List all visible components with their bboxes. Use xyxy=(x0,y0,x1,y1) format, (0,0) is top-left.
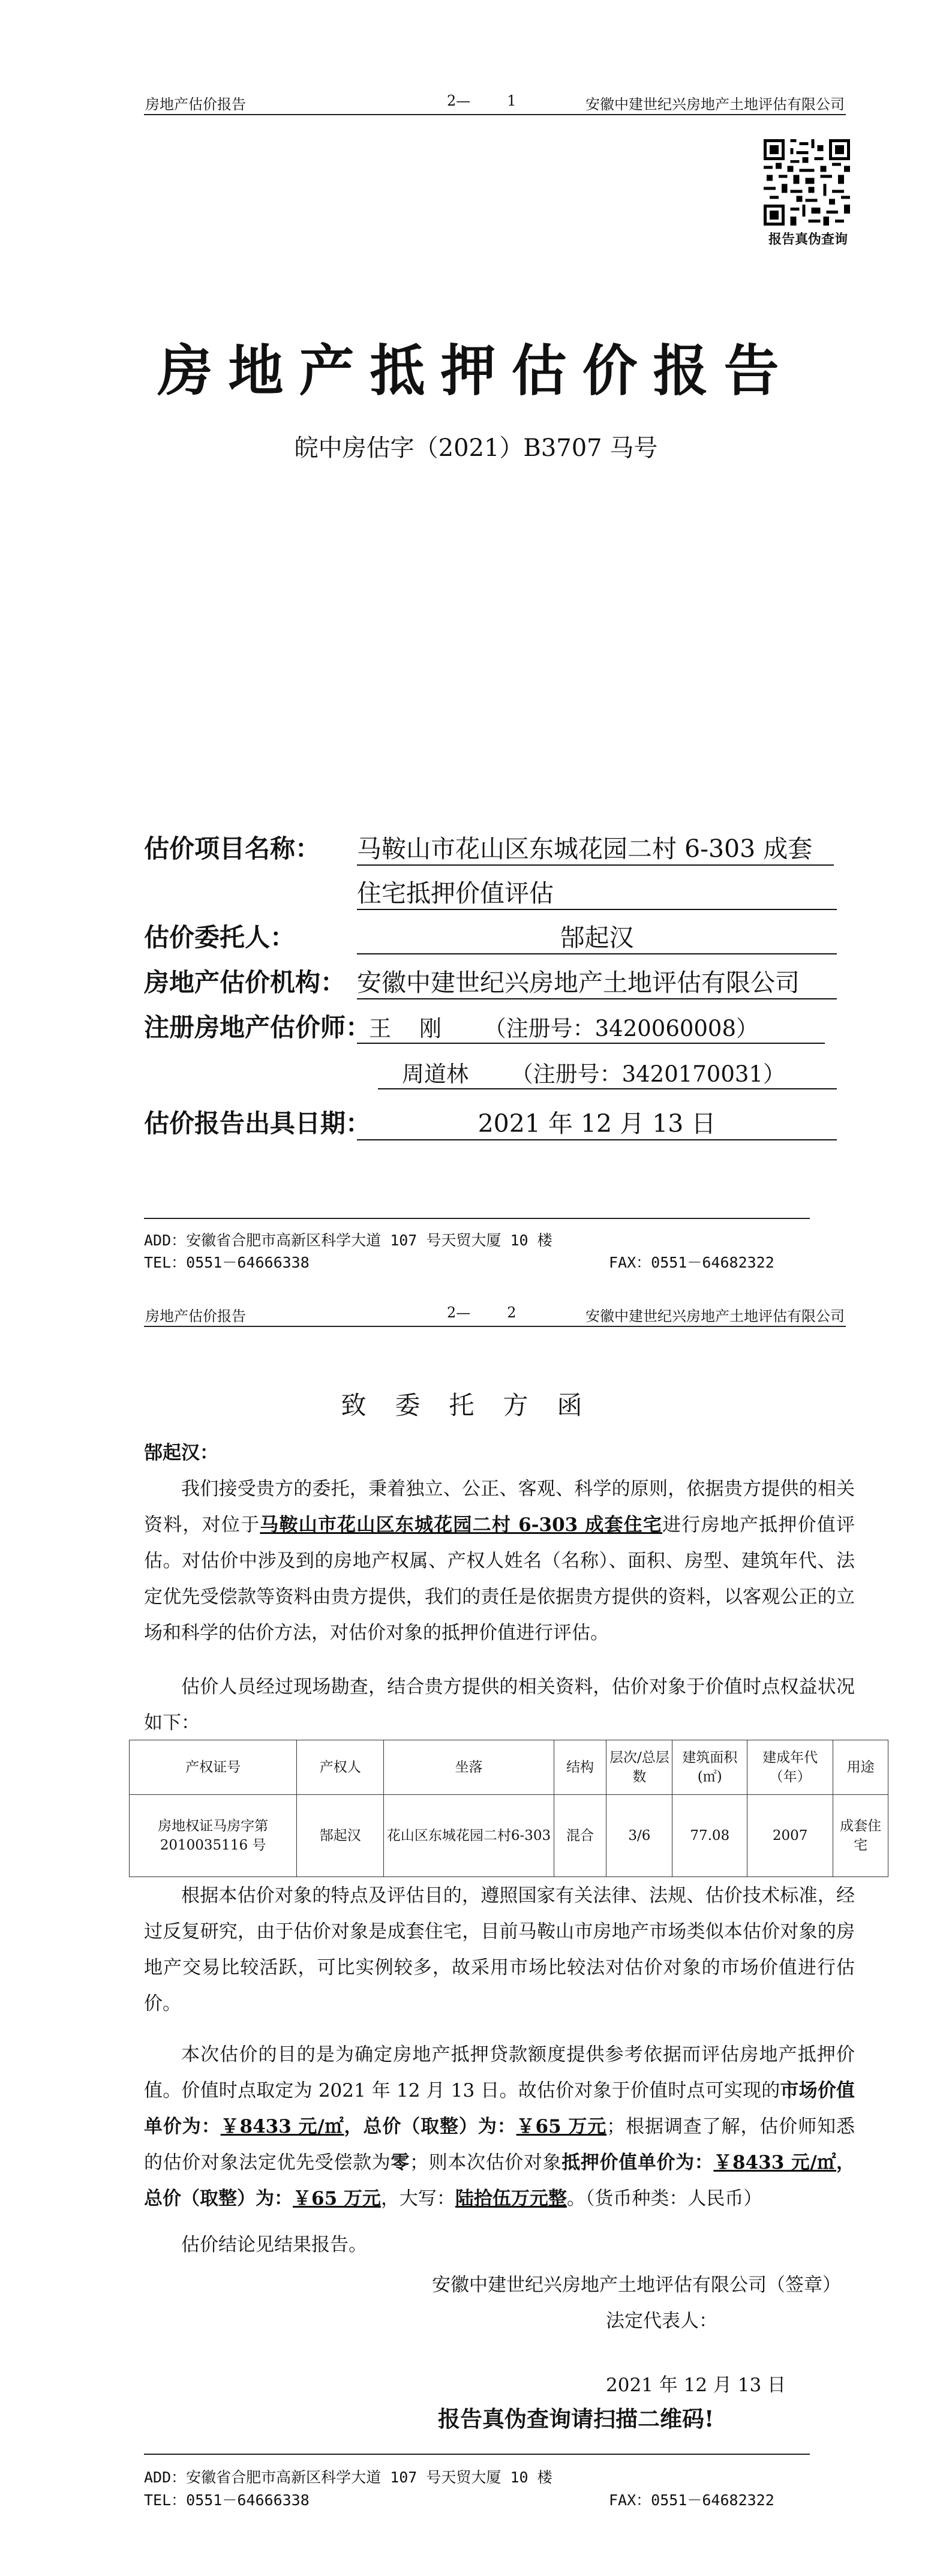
client-name: 郜起汉 xyxy=(357,918,837,954)
report-title: 房地产抵押估价报告 xyxy=(157,338,795,403)
header-company: 安徽中建世纪兴房地产土地评估有限公司 xyxy=(585,96,845,113)
col-header: 结构 xyxy=(554,1740,606,1795)
letter-title: 致委托方函 xyxy=(341,1391,611,1420)
letter-paragraph-4 xyxy=(144,2037,855,2217)
col-header: 建筑面积(㎡) xyxy=(672,1740,747,1795)
p1-text-a: 我们接受贵方的委托，秉着独立、公正、客观、科学的原则，依据贵方提供的相关资料，对位于 xyxy=(144,1478,855,1536)
appraiser-2: 周道林 （注册号：3420170031） xyxy=(378,1056,837,1089)
page-header xyxy=(144,90,846,115)
signature-legal-rep: 法定代表人： xyxy=(606,2310,717,2332)
cell-floor: 3/6 xyxy=(606,1795,672,1877)
footer-divider xyxy=(144,1218,810,1219)
report-date: 2021 年 12 月 13 日 xyxy=(357,1104,837,1140)
p4-text: 本次估价的目的是为确定房地产抵押贷款额度提供参考依据而评估房地产抵押价值。价值时点取定为 2021 年 12 月 13 日。故估价对象于价值时点可实现的 xyxy=(144,2044,855,2101)
cell-year: 2007 xyxy=(747,1795,833,1877)
p1-text-c: 进行房地产抵押价值评估。对估价中涉及到的房地产权属、产权人姓名（名称）、面积、房型、建筑年代、法定优先受偿款等资料由贵方提供，我们的责任是依据贵方提供的资料，以客观公正的立场和科学的估价方法，对估价对象的抵押价值进行评估。 xyxy=(144,1514,855,1644)
appraiser-1: 王 刚 （注册号：3420060008） xyxy=(357,1010,825,1044)
col-header: 产权人 xyxy=(297,1740,384,1795)
footer-address: ADD：安徽省合肥市高新区科学大道 107 号天贸大厦 10 楼 xyxy=(144,1232,552,1249)
page-header xyxy=(144,1302,846,1327)
letter-paragraph-5: 估价结论见结果报告。 xyxy=(181,2234,367,2256)
p4-comma: ， xyxy=(836,2152,855,2173)
p1-property-address: 马鞍山市花山区东城花园二村 6-303 成套住宅 xyxy=(260,1514,663,1536)
cell-location: 花山区东城花园二村6-303 xyxy=(384,1795,554,1877)
signature-date: 2021 年 12 月 13 日 xyxy=(606,2374,786,2396)
cell-area: 77.08 xyxy=(672,1795,747,1877)
client-row xyxy=(144,918,354,954)
appraiser-label: 注册房地产估价师： xyxy=(144,1013,371,1042)
header-page-number: 2— 1 xyxy=(447,92,516,109)
document-number: 皖中房估字（2021）B3707 马号 xyxy=(294,434,658,462)
table-header-row xyxy=(130,1740,888,1795)
cell-cert-no: 房地权证马房字第2010035116 号 xyxy=(130,1795,297,1877)
letter-paragraph-3: 根据本估价对象的特点及评估目的，遵照国家有关法律、法规、估价技术标准，经过反复研究，由于估价对象是成套住宅，目前马鞍山市房地产市场类似本估价对象的房地产交易比较活跃，可比实例较多，故采用市场比较法对估价对象的市场价值进行估价。 xyxy=(144,1885,855,2014)
agency-row xyxy=(144,963,354,999)
cell-structure: 混合 xyxy=(554,1795,606,1877)
project-name-line2: 住宅抵押价值评估 xyxy=(357,873,837,910)
letter-salutation: 郜起汉： xyxy=(144,1442,218,1464)
header-page-number: 2— 2 xyxy=(447,1304,516,1321)
p4-capital-label: ，大写： xyxy=(380,2188,455,2209)
col-header: 层次/总层数 xyxy=(606,1740,672,1795)
p4-market-unit-price: ￥8433 元/㎡ xyxy=(220,2116,344,2137)
p4-market-total: ￥65 万元 xyxy=(516,2116,607,2137)
p4-market-unit-label: 市场价值单价为： xyxy=(144,2080,855,2137)
p4-mortgage-unit-price: ￥8433 元/㎡ xyxy=(713,2152,837,2173)
project-name-line1: 马鞍山市花山区东城花园二村 6-303 成套 xyxy=(357,829,834,866)
cell-use: 成套住宅 xyxy=(833,1795,888,1877)
header-company: 安徽中建世纪兴房地产土地评估有限公司 xyxy=(585,1308,845,1325)
col-header: 用途 xyxy=(833,1740,888,1795)
footer-fax: FAX：0551－64682322 xyxy=(609,1254,774,1271)
table-row xyxy=(130,1795,888,1877)
p4-capital-amount: 陆拾伍万元整 xyxy=(455,2188,567,2209)
letter-paragraph-2: 估价人员经过现场勘查，结合贵方提供的相关资料，估价对象于价值时点权益状况如下： xyxy=(144,1676,855,1734)
footer-fax: FAX：0551－64682322 xyxy=(609,2491,774,2509)
qr-caption: 报告真伪查询 xyxy=(768,232,848,247)
letter-page xyxy=(0,1302,952,2576)
col-header: 坐落 xyxy=(384,1740,554,1795)
qr-code-icon[interactable] xyxy=(764,139,850,226)
property-table xyxy=(129,1740,888,1877)
p4-text-mortgage: ；则本次估价对象 xyxy=(410,2152,562,2173)
p4-mortgage-total-label: 总价（取整）为： xyxy=(144,2188,293,2209)
footer-tel: TEL：0551－64666338 xyxy=(144,2491,310,2509)
p4-mortgage-total: ￥65 万元 xyxy=(293,2188,381,2209)
signature-company: 安徽中建世纪兴房地产土地评估有限公司（签章） xyxy=(432,2274,841,2296)
appraiser-row xyxy=(144,1008,371,1044)
col-header: 产权证号 xyxy=(130,1740,297,1795)
p4-currency-note: 。（货币种类：人民币） xyxy=(566,2188,762,2209)
project-label: 估价项目名称： xyxy=(144,834,321,863)
agency-name: 安徽中建世纪兴房地产土地评估有限公司 xyxy=(357,963,837,999)
report-date-row xyxy=(144,1104,371,1140)
letter-paragraph-1 xyxy=(144,1471,855,1651)
project-row xyxy=(144,829,354,865)
client-label: 估价委托人： xyxy=(144,923,296,952)
header-report-name: 房地产估价报告 xyxy=(145,96,246,113)
p4-market-total-label: ，总价（取整）为： xyxy=(344,2116,516,2137)
footer-address: ADD：安徽省合肥市高新区科学大道 107 号天贸大厦 10 楼 xyxy=(144,2469,552,2486)
footer-divider xyxy=(144,2454,810,2455)
p4-text-priority: ；根据调查了解，估价师知悉的估价对象法定优先受偿款为 xyxy=(144,2116,855,2173)
header-report-name: 房地产估价报告 xyxy=(145,1308,246,1325)
agency-label: 房地产估价机构： xyxy=(144,968,346,997)
footer-tel: TEL：0551－64666338 xyxy=(144,1254,310,1271)
verify-notice: 报告真伪查询请扫描二维码! xyxy=(438,2406,714,2432)
p4-mortgage-unit-label: 抵押价值单价为： xyxy=(561,2152,714,2173)
cell-owner: 郜起汉 xyxy=(297,1795,384,1877)
col-header: 建成年代（年） xyxy=(747,1740,833,1795)
report-date-label: 估价报告出具日期： xyxy=(144,1109,371,1138)
p4-priority-amount: 零 xyxy=(391,2152,410,2173)
